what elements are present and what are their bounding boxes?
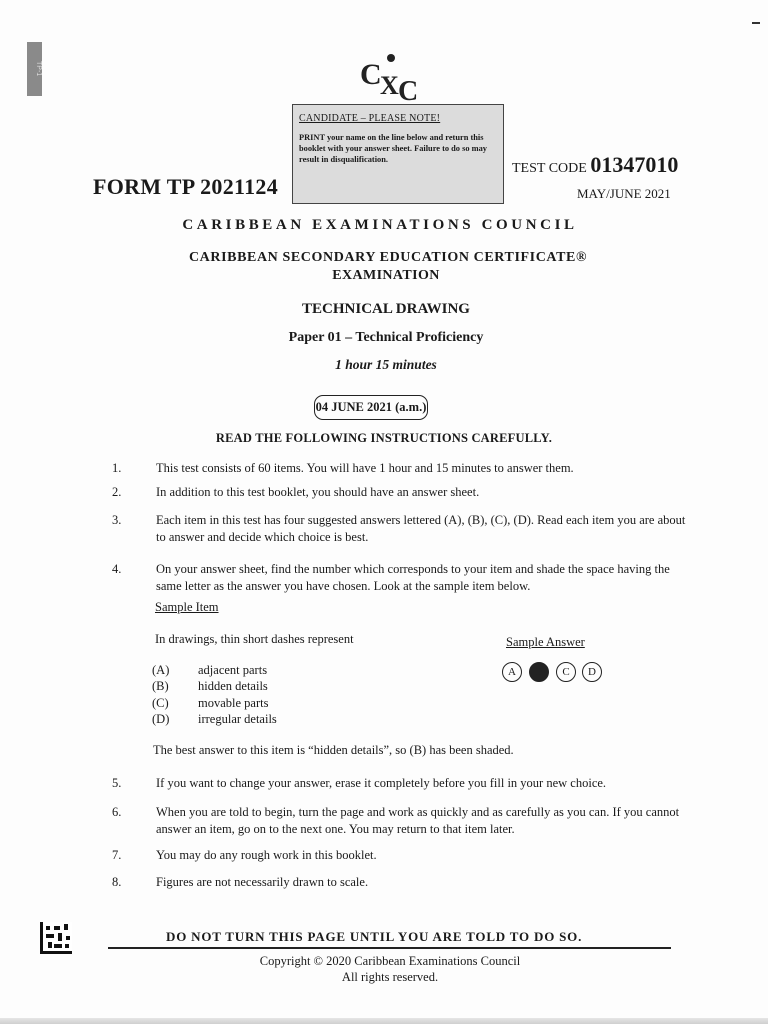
scan-edge xyxy=(0,1018,768,1024)
certificate-heading: CARIBBEAN SECONDARY EDUCATION CERTIFICATE® xyxy=(188,250,588,265)
duration: 1 hour 15 minutes xyxy=(335,357,437,372)
test-code-number: 01347010 xyxy=(590,152,679,177)
exam-session: MAY/JUNE 2021 xyxy=(577,186,671,201)
subject-title: TECHNICAL DRAWING xyxy=(302,301,470,317)
sample-question: In drawings, thin short dashes represent xyxy=(155,632,354,646)
exam-date: 04 JUNE 2021 (a.m.) xyxy=(314,395,428,420)
exam-cover-page: TP-1 C X C CANDIDATE – PLEASE NOTE! PRINT your name on the line below and return this booklet with your answer sheet. Failure to do so may result in disqualification. FORM TP 2021124 TEST CODE 01347010 MAY/JUNE 2021 CARIBBEAN EXAMINATIONS COUNCIL CARIBBEAN SECONDARY EDUCATION CERTIFICATE® EXAMINATION TECHNICAL DRAWING Paper 01 – Technical Proficiency 1 hour 15 minutes 04 JUNE 2021 (a.m.) READ THE FOLLOWING INSTRUCTIONS CAREFULLY. 1. This test consists of 60 items. You will have 1 hour and 15 minutes to answer them. 2. In addition to this test booklet, you should have an answer sheet. 3. Each item in this test has four suggested answers lettered (A), (B), (C), (D). Read each item you are about to answer and decide which choice is best. 4. On your answer sheet, find the number which corresponds to your item and shade the space having the same letter as the answer you have chosen. Look at the sample item below. Sample Item In drawings, thin short dashes represent Sample Answer A B C D (A) adjacent parts (B) hidden details (C) movable parts (D) irregular details The best answer to this item is “hidden details”, so (B) has been shaded. 5. If you want to change your answer, erase it completely before you fill in your new choice. 6. When you are told to begin, turn the page and work as quickly and as carefully as you can. If you cannot answer an item, go on to the next one. You may return to that item later. 7. You may do any rough work in this booklet. 8. Figures are not necessarily drawn to scale. DO NOT TURN THIS PAGE UNTIL YOU ARE TOLD TO DO SO. Copyright © 2020 Caribbean Examinations Council All rights reserved. xyxy=(0,0,768,1024)
do-not-turn-warning: DO NOT TURN THIS PAGE UNTIL YOU ARE TOLD TO DO SO. xyxy=(166,929,583,944)
notice-text: PRINT your name on the line below and return this booklet with your answer sheet. Failure to do so may result in disqualification. xyxy=(299,133,487,164)
copyright xyxy=(6,953,768,985)
paper-title: Paper 01 – Technical Proficiency xyxy=(288,330,484,345)
copyright-line: Copyright © 2020 Caribbean Examinations Council xyxy=(259,954,521,968)
side-tab: TP-1 xyxy=(27,42,42,96)
answer-bubble-a: A xyxy=(502,662,522,682)
answer-bubble-b: B xyxy=(529,662,549,682)
test-code xyxy=(512,152,678,178)
rights-line: All rights reserved. xyxy=(341,970,439,984)
svg-text:X: X xyxy=(380,71,399,100)
sample-best-answer: The best answer to this item is “hidden details”, so (B) has been shaded. xyxy=(153,743,514,757)
footer-rule xyxy=(108,947,671,949)
sample-answer-label: Sample Answer xyxy=(506,635,585,649)
form-code: FORM TP 2021124 xyxy=(93,174,278,199)
answer-bubble-c: C xyxy=(556,662,576,682)
candidate-notice-box xyxy=(292,104,504,204)
cxc-logo-icon xyxy=(356,50,426,102)
answer-bubble-d: D xyxy=(582,662,602,682)
datamatrix-code-icon xyxy=(40,922,72,954)
notice-title: CANDIDATE – PLEASE NOTE! xyxy=(299,113,441,124)
sample-answer-bubbles xyxy=(502,662,612,684)
test-code-label: TEST CODE xyxy=(512,161,587,176)
certificate-heading-line2: EXAMINATION xyxy=(332,268,440,283)
sample-item-label: Sample Item xyxy=(155,600,219,614)
instructions-heading: READ THE FOLLOWING INSTRUCTIONS CAREFULLY. xyxy=(215,431,553,445)
corner-mark xyxy=(752,22,760,24)
svg-text:C: C xyxy=(398,76,419,102)
svg-text:C: C xyxy=(360,58,382,91)
council-heading: CARIBBEAN EXAMINATIONS COUNCIL xyxy=(182,217,578,233)
